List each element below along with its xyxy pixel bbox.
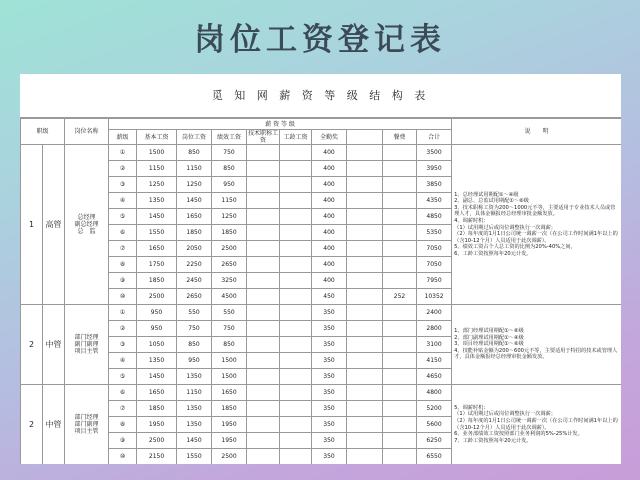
cell-grade: ① [109, 145, 137, 161]
cell-seniority [280, 417, 312, 433]
cell-base: 2500 [137, 289, 177, 305]
cell-attendance: 350 [312, 369, 347, 385]
cell-base: 2150 [137, 449, 177, 465]
cell-attendance: 350 [312, 353, 347, 369]
cell-grade: ⑨ [109, 273, 137, 289]
position-name: 项目主管 [74, 348, 99, 355]
cell-seniority [280, 145, 312, 161]
cell-spacer [347, 145, 383, 161]
cell-seniority [280, 321, 312, 337]
cell-tech [247, 353, 280, 369]
cell-post: 2450 [177, 273, 212, 289]
cell-total: 6550 [417, 449, 452, 465]
cell-tech [247, 161, 280, 177]
cell-perf: 750 [212, 321, 247, 337]
cell-post: 1350 [177, 401, 212, 417]
group-notes [452, 145, 621, 305]
cell-tech [247, 401, 280, 417]
cell-attendance: 400 [312, 145, 347, 161]
cell-spacer [347, 433, 383, 449]
cell-base: 1950 [137, 417, 177, 433]
cell-attendance: 400 [312, 257, 347, 273]
note-line: （2）每年度的1月1日公司统一调薪一次（在公司工作时间满1年以上的（含10-12个月）人员适用于此次调薪）。 [454, 231, 618, 244]
cell-tech [247, 225, 280, 241]
cell-tech [247, 385, 280, 401]
cell-spacer [347, 321, 383, 337]
cell-total: 2800 [417, 321, 452, 337]
cell-perf: 1500 [212, 353, 247, 369]
cell-base: 1850 [137, 401, 177, 417]
page-title: 岗位工资登记表 [194, 22, 446, 58]
cell-spacer [347, 401, 383, 417]
table-row [21, 305, 622, 321]
cell-seniority [280, 337, 312, 353]
cell-perf: 750 [212, 145, 247, 161]
cell-tech [247, 305, 280, 321]
cell-tech [247, 257, 280, 273]
cell-post: 750 [177, 321, 212, 337]
cell-attendance: 350 [312, 449, 347, 465]
position-name: 部门经理 [74, 334, 99, 341]
position-name: 副总经理 [74, 221, 99, 228]
cell-total: 5600 [417, 417, 452, 433]
cell-seniority [280, 449, 312, 465]
cell-base: 950 [137, 305, 177, 321]
header-tech: 技术职称工资 [248, 130, 279, 144]
cell-tech [247, 449, 280, 465]
cell-total: 7050 [417, 257, 452, 273]
cell-perf: 1850 [212, 225, 247, 241]
note-line: 1、部门经理试用期配①～⑥级 [454, 328, 524, 335]
position-names [65, 385, 109, 465]
cell-tech [247, 193, 280, 209]
cell-attendance: 450 [312, 289, 347, 305]
cell-grade: ⑩ [109, 289, 137, 305]
cell-tech [247, 145, 280, 161]
note-line: 4、技能补贴金额为200～600元不等，主要适用于特招的技术或管理人才，具体金额报经总经理审批金额发放。 [454, 347, 618, 361]
cell-base: 1450 [137, 209, 177, 225]
cell-tech [247, 273, 280, 289]
cell-post: 850 [177, 145, 212, 161]
cell-seniority [280, 433, 312, 449]
cell-total: 7050 [417, 241, 452, 257]
cell-tech [247, 177, 280, 193]
cell-total: 5350 [417, 225, 452, 241]
cell-spacer [347, 241, 383, 257]
cell-spacer [347, 161, 383, 177]
cell-spacer [347, 289, 383, 305]
note-line: 3、技术职称工资为200～1000元不等，主要适用于专业技术人员或管理人才，具体金额报经总经理审批金额发放。 [454, 204, 616, 218]
cell-post: 1450 [177, 433, 212, 449]
cell-attendance: 400 [312, 209, 347, 225]
cell-grade: ② [109, 161, 137, 177]
cell-grade: ⑧ [109, 417, 137, 433]
cell-total: 3100 [417, 337, 452, 353]
cell-attendance: 350 [312, 401, 347, 417]
cell-post: 950 [177, 353, 212, 369]
note-line: 3、项目经理试用期配①～⑥级 [454, 341, 524, 348]
cell-perf: 550 [212, 305, 247, 321]
cell-post: 2050 [177, 241, 212, 257]
cell-post: 1350 [177, 369, 212, 385]
cell-base: 1050 [137, 337, 177, 353]
cell-seniority [280, 209, 312, 225]
header-post: 岗位工资 [177, 130, 212, 145]
header-salary-group: 薪 资 等 级 [109, 119, 452, 130]
cell-grade: ⑤ [109, 369, 137, 385]
note-line: 2、副总、总监试用期配①～⑥级 [454, 198, 529, 205]
cell-total: 4150 [417, 353, 452, 369]
cell-perf: 2650 [212, 257, 247, 273]
cell-attendance: 400 [312, 193, 347, 209]
cell-base: 1150 [137, 161, 177, 177]
cell-perf: 1950 [212, 433, 247, 449]
cell-post: 2650 [177, 289, 212, 305]
cell-post: 550 [177, 305, 212, 321]
cell-perf: 1850 [212, 401, 247, 417]
header-spacer [347, 130, 383, 145]
cell-meal [383, 145, 417, 161]
header-perf: 绩效工资 [212, 130, 247, 145]
cell-meal [383, 241, 417, 257]
cell-tech [247, 321, 280, 337]
level-number: 2 [21, 385, 43, 465]
sheet-title: 觅 知 网 薪 资 等 级 结 构 表 [20, 74, 621, 118]
cell-grade: ⑦ [109, 401, 137, 417]
cell-seniority [280, 225, 312, 241]
cell-spacer [347, 369, 383, 385]
cell-meal [383, 161, 417, 177]
cell-total: 4850 [417, 209, 452, 225]
cell-perf: 1500 [212, 369, 247, 385]
cell-tech [247, 337, 280, 353]
cell-spacer [347, 305, 383, 321]
note-line: 5、调薪时机： [454, 404, 489, 411]
cell-total: 4350 [417, 193, 452, 209]
cell-post: 1150 [177, 161, 212, 177]
cell-seniority [280, 241, 312, 257]
note-line: 5、绩效工资占个人总工资的比例为20%-40%之间。 [454, 244, 576, 251]
cell-grade: ⑦ [109, 241, 137, 257]
cell-total: 2400 [417, 305, 452, 321]
cell-base: 2500 [137, 433, 177, 449]
cell-meal: 252 [383, 289, 417, 305]
position-name: 总 监 [77, 228, 96, 235]
table-row [21, 145, 622, 161]
cell-perf: 1150 [212, 193, 247, 209]
cell-attendance: 350 [312, 433, 347, 449]
level-name: 中管 [43, 385, 65, 465]
cell-total: 10352 [417, 289, 452, 305]
cell-meal [383, 177, 417, 193]
cell-attendance: 400 [312, 225, 347, 241]
cell-seniority [280, 385, 312, 401]
position-name: 部门副理 [74, 421, 99, 428]
cell-meal [383, 353, 417, 369]
cell-total: 3500 [417, 145, 452, 161]
cell-attendance: 400 [312, 241, 347, 257]
cell-grade: ④ [109, 193, 137, 209]
cell-attendance: 400 [312, 177, 347, 193]
cell-attendance: 350 [312, 321, 347, 337]
cell-perf: 2500 [212, 241, 247, 257]
note-line: 2、部门副理试用期配①～④级 [454, 334, 524, 341]
header-seniority: 工龄工资 [280, 130, 312, 145]
level-number: 1 [21, 145, 43, 305]
cell-grade: ⑨ [109, 433, 137, 449]
cell-perf: 1650 [212, 385, 247, 401]
header-total: 合计 [417, 130, 452, 145]
cell-total: 4800 [417, 385, 452, 401]
cell-total: 6250 [417, 433, 452, 449]
cell-base: 1450 [137, 369, 177, 385]
cell-spacer [347, 353, 383, 369]
cell-post: 2250 [177, 257, 212, 273]
header-base: 基本工资 [137, 130, 177, 145]
cell-spacer [347, 449, 383, 465]
position-name: 副门副理 [74, 341, 99, 348]
cell-perf: 2500 [212, 449, 247, 465]
cell-base: 1650 [137, 241, 177, 257]
cell-meal [383, 257, 417, 273]
cell-seniority [280, 257, 312, 273]
cell-perf: 3250 [212, 273, 247, 289]
cell-seniority [280, 353, 312, 369]
cell-base: 1350 [137, 193, 177, 209]
cell-tech [247, 369, 280, 385]
cell-total: 4650 [417, 369, 452, 385]
cell-tech [247, 433, 280, 449]
position-name: 部门经理 [74, 414, 99, 421]
salary-sheet [20, 74, 621, 464]
group-notes [452, 385, 621, 465]
cell-attendance: 350 [312, 417, 347, 433]
cell-grade: ③ [109, 177, 137, 193]
cell-perf: 4500 [212, 289, 247, 305]
cell-post: 1250 [177, 177, 212, 193]
cell-seniority [280, 289, 312, 305]
cell-base: 1250 [137, 177, 177, 193]
cell-spacer [347, 273, 383, 289]
cell-tech [247, 209, 280, 225]
header-level: 职级 [21, 119, 65, 145]
cell-spacer [347, 193, 383, 209]
cell-tech [247, 289, 280, 305]
cell-meal [383, 337, 417, 353]
note-line: 7、工龄工资按照每年20元计发。 [454, 437, 532, 444]
cell-seniority [280, 305, 312, 321]
cell-post: 1550 [177, 449, 212, 465]
cell-seniority [280, 401, 312, 417]
cell-seniority [280, 273, 312, 289]
cell-post: 1850 [177, 225, 212, 241]
cell-base: 1350 [137, 353, 177, 369]
cell-meal [383, 369, 417, 385]
cell-total: 3950 [417, 161, 452, 177]
note-line: 6、业务部绩效工资按照部门业务利润的5%-25%计发。 [454, 431, 583, 438]
cell-seniority [280, 177, 312, 193]
cell-total: 3850 [417, 177, 452, 193]
header-attendance: 全勤奖 [312, 130, 347, 145]
cell-meal [383, 209, 417, 225]
cell-post: 850 [177, 337, 212, 353]
cell-meal [383, 449, 417, 465]
cell-seniority [280, 369, 312, 385]
cell-seniority [280, 161, 312, 177]
cell-perf: 850 [212, 337, 247, 353]
cell-tech [247, 241, 280, 257]
cell-perf: 950 [212, 177, 247, 193]
cell-grade: ④ [109, 353, 137, 369]
note-line: 6、工龄工资按照每年20元计发。 [454, 250, 532, 257]
cell-total: 7950 [417, 273, 452, 289]
cell-grade: ⑧ [109, 257, 137, 273]
cell-post: 1150 [177, 385, 212, 401]
cell-attendance: 350 [312, 305, 347, 321]
cell-base: 1850 [137, 273, 177, 289]
header-meal: 餐费 [383, 130, 417, 145]
cell-attendance: 350 [312, 385, 347, 401]
note-line: 1、总经理试用期配①～④级 [454, 191, 519, 198]
position-name: 项目主管 [74, 428, 99, 435]
group-notes [452, 305, 621, 385]
cell-post: 1650 [177, 209, 212, 225]
cell-grade: ⑩ [109, 449, 137, 465]
salary-table [20, 118, 621, 464]
position-name: 总经理 [77, 214, 96, 221]
cell-spacer [347, 385, 383, 401]
cell-grade: ① [109, 305, 137, 321]
cell-spacer [347, 257, 383, 273]
level-name: 中管 [43, 305, 65, 385]
cell-tech [247, 417, 280, 433]
cell-total: 5200 [417, 401, 452, 417]
cell-meal [383, 385, 417, 401]
cell-meal [383, 305, 417, 321]
cell-perf: 1250 [212, 209, 247, 225]
cell-meal [383, 225, 417, 241]
table-row [21, 385, 622, 401]
cell-base: 1650 [137, 385, 177, 401]
cell-spacer [347, 209, 383, 225]
position-names [65, 305, 109, 385]
cell-meal [383, 321, 417, 337]
level-name: 高管 [43, 145, 65, 305]
cell-post: 1350 [177, 417, 212, 433]
cell-spacer [347, 177, 383, 193]
note-line: （1）试用期过后或岗位调整执行一次调薪； [454, 411, 556, 418]
cell-base: 1500 [137, 145, 177, 161]
cell-attendance: 400 [312, 273, 347, 289]
cell-grade: ③ [109, 337, 137, 353]
cell-base: 1550 [137, 225, 177, 241]
cell-spacer [347, 337, 383, 353]
cell-post: 1450 [177, 193, 212, 209]
note-line: （1）试用期过后或岗位调整执行一次调薪； [454, 224, 556, 231]
cell-grade: ② [109, 321, 137, 337]
cell-grade: ⑥ [109, 385, 137, 401]
level-number: 2 [21, 305, 43, 385]
cell-seniority [280, 193, 312, 209]
cell-meal [383, 193, 417, 209]
cell-meal [383, 273, 417, 289]
cell-spacer [347, 225, 383, 241]
cell-spacer [347, 417, 383, 433]
cell-meal [383, 433, 417, 449]
cell-perf: 1950 [212, 417, 247, 433]
note-line: （2）每年度的1月1日公司统一调薪一次（在公司工作时间满1年以上的（含10-12个月）人员适用于此次调薪）。 [454, 417, 618, 431]
header-note: 说 明 [452, 119, 621, 145]
header-position: 岗位名称 [65, 119, 109, 145]
header-grade: 薪级 [109, 130, 137, 145]
cell-perf: 850 [212, 161, 247, 177]
cell-base: 1750 [137, 257, 177, 273]
cell-grade: ⑥ [109, 225, 137, 241]
cell-attendance: 350 [312, 337, 347, 353]
cell-grade: ⑤ [109, 209, 137, 225]
position-names [65, 145, 109, 305]
cell-meal [383, 401, 417, 417]
cell-meal [383, 417, 417, 433]
cell-attendance: 400 [312, 161, 347, 177]
cell-base: 950 [137, 321, 177, 337]
note-line: 4、调薪时机： [454, 217, 489, 224]
